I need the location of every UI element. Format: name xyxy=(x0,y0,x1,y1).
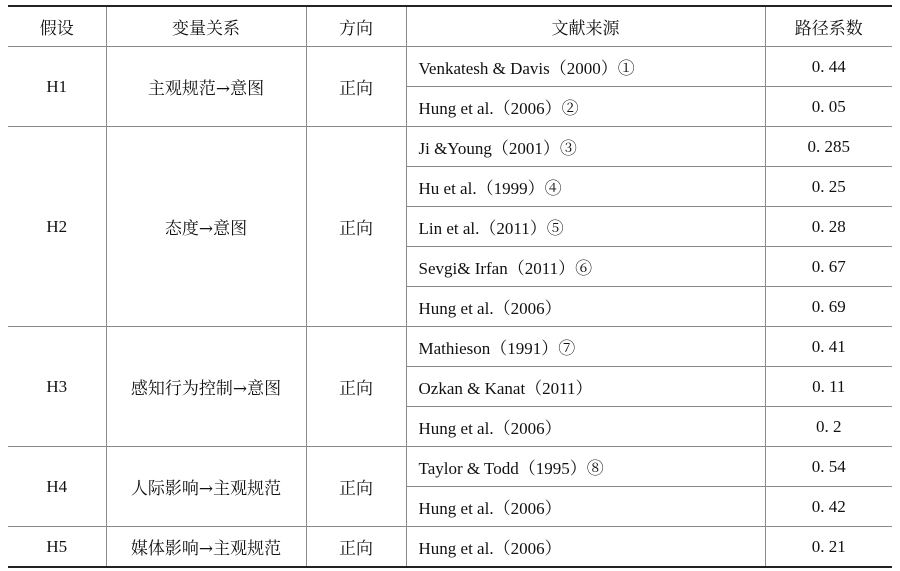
path-coefficient-cell: 0. 28 xyxy=(765,207,892,247)
path-coefficient-cell: 0. 21 xyxy=(765,527,892,568)
source-cell: Hung et al.（2006） xyxy=(406,527,765,568)
path-coefficient-cell: 0. 69 xyxy=(765,287,892,327)
source-cell: Lin et al.（2011）⑤ xyxy=(406,207,765,247)
path-coefficient-cell: 0. 11 xyxy=(765,367,892,407)
variable-relation-cell: 媒体影响→主观规范 xyxy=(106,527,306,568)
header-direction: 方向 xyxy=(306,6,406,47)
hypothesis-table xyxy=(8,5,892,568)
path-coefficient-cell: 0. 42 xyxy=(765,487,892,527)
table-row xyxy=(8,327,892,367)
path-coefficient-cell: 0. 41 xyxy=(765,327,892,367)
direction-cell: 正向 xyxy=(306,527,406,568)
variable-relation-cell: 人际影响→主观规范 xyxy=(106,447,306,527)
path-coefficient-cell: 0. 25 xyxy=(765,167,892,207)
source-cell: Ozkan & Kanat（2011） xyxy=(406,367,765,407)
table-body xyxy=(8,47,892,568)
path-coefficient-cell: 0. 285 xyxy=(765,127,892,167)
source-cell: Hung et al.（2006）② xyxy=(406,87,765,127)
table-row xyxy=(8,47,892,87)
source-cell: Hung et al.（2006） xyxy=(406,407,765,447)
source-cell: Taylor & Todd（1995）⑧ xyxy=(406,447,765,487)
source-cell: Ji &Young（2001）③ xyxy=(406,127,765,167)
header-coefficient: 路径系数 xyxy=(765,6,892,47)
source-cell: Hu et al.（1999）④ xyxy=(406,167,765,207)
direction-cell: 正向 xyxy=(306,447,406,527)
table-row xyxy=(8,447,892,487)
path-coefficient-cell: 0. 44 xyxy=(765,47,892,87)
hypothesis-id-cell: H4 xyxy=(8,447,106,527)
source-cell: Hung et al.（2006） xyxy=(406,487,765,527)
source-cell: Venkatesh & Davis（2000）① xyxy=(406,47,765,87)
source-cell: Mathieson（1991）⑦ xyxy=(406,327,765,367)
hypothesis-id-cell: H5 xyxy=(8,527,106,568)
direction-cell: 正向 xyxy=(306,127,406,327)
hypothesis-id-cell: H2 xyxy=(8,127,106,327)
direction-cell: 正向 xyxy=(306,47,406,127)
path-coefficient-cell: 0. 54 xyxy=(765,447,892,487)
variable-relation-cell: 主观规范→意图 xyxy=(106,47,306,127)
path-coefficient-cell: 0. 2 xyxy=(765,407,892,447)
table-header-row xyxy=(8,6,892,47)
header-hypothesis: 假设 xyxy=(8,6,106,47)
variable-relation-cell: 感知行为控制→意图 xyxy=(106,327,306,447)
direction-cell: 正向 xyxy=(306,327,406,447)
path-coefficient-cell: 0. 05 xyxy=(765,87,892,127)
source-cell: Hung et al.（2006） xyxy=(406,287,765,327)
hypothesis-id-cell: H3 xyxy=(8,327,106,447)
variable-relation-cell: 态度→意图 xyxy=(106,127,306,327)
table-row xyxy=(8,527,892,568)
hypothesis-id-cell: H1 xyxy=(8,47,106,127)
table-row xyxy=(8,127,892,167)
path-coefficient-cell: 0. 67 xyxy=(765,247,892,287)
source-cell: Sevgi& Irfan（2011）⑥ xyxy=(406,247,765,287)
header-relation: 变量关系 xyxy=(106,6,306,47)
header-source: 文献来源 xyxy=(406,6,765,47)
